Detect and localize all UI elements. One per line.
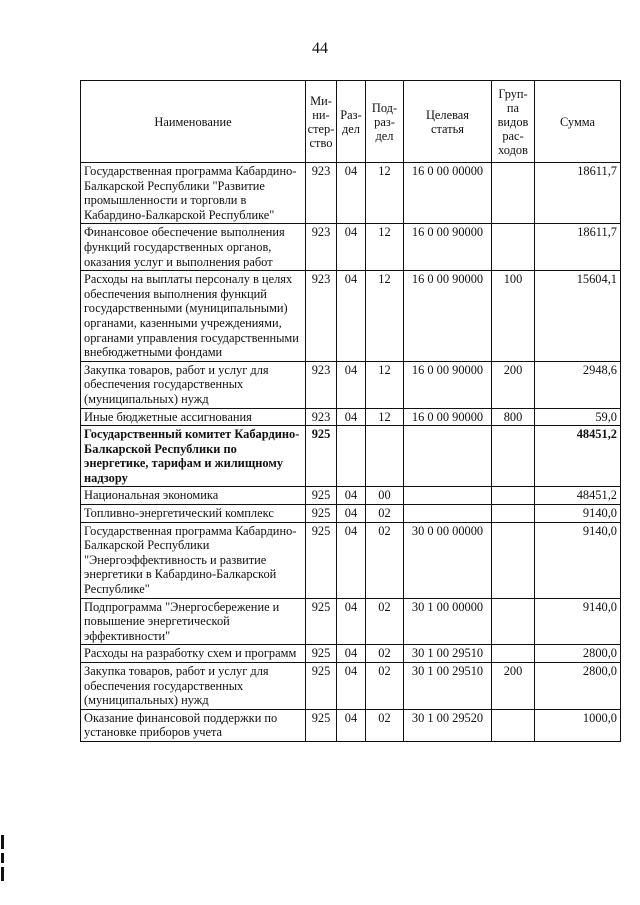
cell-target-article: 30 1 00 29510 [404,663,492,710]
cell-target-article: 16 0 00 90000 [404,361,492,408]
cell-subsection: 02 [366,505,404,523]
cell-name: Расходы на выплаты персоналу в целях обеспечения выполнения функций государственными (муниципальными) органами, казенными учреждениями, органами управления государственными внебюджетными фондами [81,271,306,362]
cell-amount: 59,0 [535,408,621,426]
cell-section: 04 [337,522,366,598]
cell-section: 04 [337,271,366,362]
cell-ministry: 925 [306,505,337,523]
cell-target-article [404,487,492,505]
header-name: Наименование [81,81,306,163]
table-row [81,709,621,741]
cell-expense-group: 200 [492,663,535,710]
cell-amount: 48451,2 [535,487,621,505]
cell-ministry: 923 [306,224,337,271]
cell-section: 04 [337,645,366,663]
cell-name: Расходы на разработку схем и программ [81,645,306,663]
cell-target-article: 30 1 00 29520 [404,709,492,741]
cell-expense-group [492,487,535,505]
cell-name: Закупка товаров, работ и услуг для обеспечения государственных (муниципальных) нужд [81,663,306,710]
cell-subsection: 12 [366,271,404,362]
cell-name: Финансовое обеспечение выполнения функций государственных органов, оказания услуг и выполнения работ [81,224,306,271]
table-row [81,505,621,523]
cell-subsection: 12 [366,224,404,271]
cell-name: Национальная экономика [81,487,306,505]
cell-section [337,426,366,487]
table-row [81,408,621,426]
margin-marks [1,835,4,895]
cell-subsection: 02 [366,645,404,663]
cell-expense-group: 100 [492,271,535,362]
cell-amount: 18611,7 [535,163,621,224]
cell-ministry: 923 [306,271,337,362]
table-row [81,271,621,362]
cell-amount: 15604,1 [535,271,621,362]
cell-subsection: 00 [366,487,404,505]
cell-amount: 1000,0 [535,709,621,741]
cell-ministry: 923 [306,163,337,224]
cell-amount: 9140,0 [535,598,621,645]
cell-section: 04 [337,663,366,710]
cell-target-article: 16 0 00 90000 [404,271,492,362]
header-amount: Сумма [535,81,621,163]
cell-name: Закупка товаров, работ и услуг для обеспечения государственных (муниципальных) нужд [81,361,306,408]
cell-amount: 2948,6 [535,361,621,408]
header-ministry: Ми- ни- стер- ство [306,81,337,163]
cell-section: 04 [337,408,366,426]
table-row [81,522,621,598]
cell-amount: 18611,7 [535,224,621,271]
table-row [81,163,621,224]
cell-amount: 9140,0 [535,522,621,598]
cell-target-article: 16 0 00 90000 [404,408,492,426]
table-row [81,598,621,645]
cell-target-article: 16 0 00 90000 [404,224,492,271]
cell-name: Государственная программа Кабардино-Балкарской Республики "Развитие промышленности и торговли в Кабардино-Балкарской Республике" [81,163,306,224]
cell-target-article: 16 0 00 00000 [404,163,492,224]
cell-section: 04 [337,163,366,224]
cell-expense-group: 200 [492,361,535,408]
cell-section: 04 [337,361,366,408]
cell-expense-group [492,505,535,523]
cell-expense-group [492,598,535,645]
cell-subsection [366,426,404,487]
cell-section: 04 [337,487,366,505]
cell-section: 04 [337,505,366,523]
cell-subsection: 02 [366,598,404,645]
table-body [81,163,621,742]
cell-name: Государственная программа Кабардино-Балкарской Республики "Энергоэффективность и развитие энергетики в Кабардино-Балкарской Республике" [81,522,306,598]
header-expense-group: Груп- па видов рас- ходов [492,81,535,163]
table-row [81,663,621,710]
cell-expense-group [492,426,535,487]
cell-expense-group [492,645,535,663]
cell-ministry: 923 [306,408,337,426]
cell-name: Подпрограмма "Энергосбережение и повышение энергетической эффективности" [81,598,306,645]
cell-amount: 2800,0 [535,663,621,710]
table-row [81,361,621,408]
cell-subsection: 12 [366,163,404,224]
cell-amount: 9140,0 [535,505,621,523]
table-row [81,426,621,487]
cell-expense-group: 800 [492,408,535,426]
table-row [81,224,621,271]
cell-section: 04 [337,224,366,271]
cell-ministry: 925 [306,522,337,598]
cell-target-article: 30 0 00 00000 [404,522,492,598]
cell-subsection: 12 [366,408,404,426]
cell-target-article [404,426,492,487]
cell-name: Государственный комитет Кабардино-Балкарской Республики по энергетике, тарифам и жилищному надзору [81,426,306,487]
cell-name: Иные бюджетные ассигнования [81,408,306,426]
cell-target-article: 30 1 00 29510 [404,645,492,663]
cell-name: Топливно-энергетический комплекс [81,505,306,523]
cell-section: 04 [337,709,366,741]
cell-expense-group [492,224,535,271]
budget-table [80,80,621,742]
cell-ministry: 925 [306,487,337,505]
header-target-article: Целевая статья [404,81,492,163]
cell-amount: 48451,2 [535,426,621,487]
cell-target-article: 30 1 00 00000 [404,598,492,645]
cell-subsection: 02 [366,663,404,710]
header-section: Раз- дел [337,81,366,163]
cell-ministry: 925 [306,598,337,645]
cell-expense-group [492,709,535,741]
cell-ministry: 923 [306,361,337,408]
cell-amount: 2800,0 [535,645,621,663]
header-subsection: Под- раз- дел [366,81,404,163]
cell-subsection: 12 [366,361,404,408]
page-number: 44 [312,40,328,57]
cell-expense-group [492,163,535,224]
cell-name: Оказание финансовой поддержки по установке приборов учета [81,709,306,741]
cell-subsection: 02 [366,522,404,598]
cell-ministry: 925 [306,426,337,487]
table-header-row [81,81,621,163]
table-row [81,487,621,505]
table-row [81,645,621,663]
cell-ministry: 925 [306,709,337,741]
cell-subsection: 02 [366,709,404,741]
cell-section: 04 [337,598,366,645]
cell-expense-group [492,522,535,598]
cell-target-article [404,505,492,523]
cell-ministry: 925 [306,645,337,663]
cell-ministry: 925 [306,663,337,710]
